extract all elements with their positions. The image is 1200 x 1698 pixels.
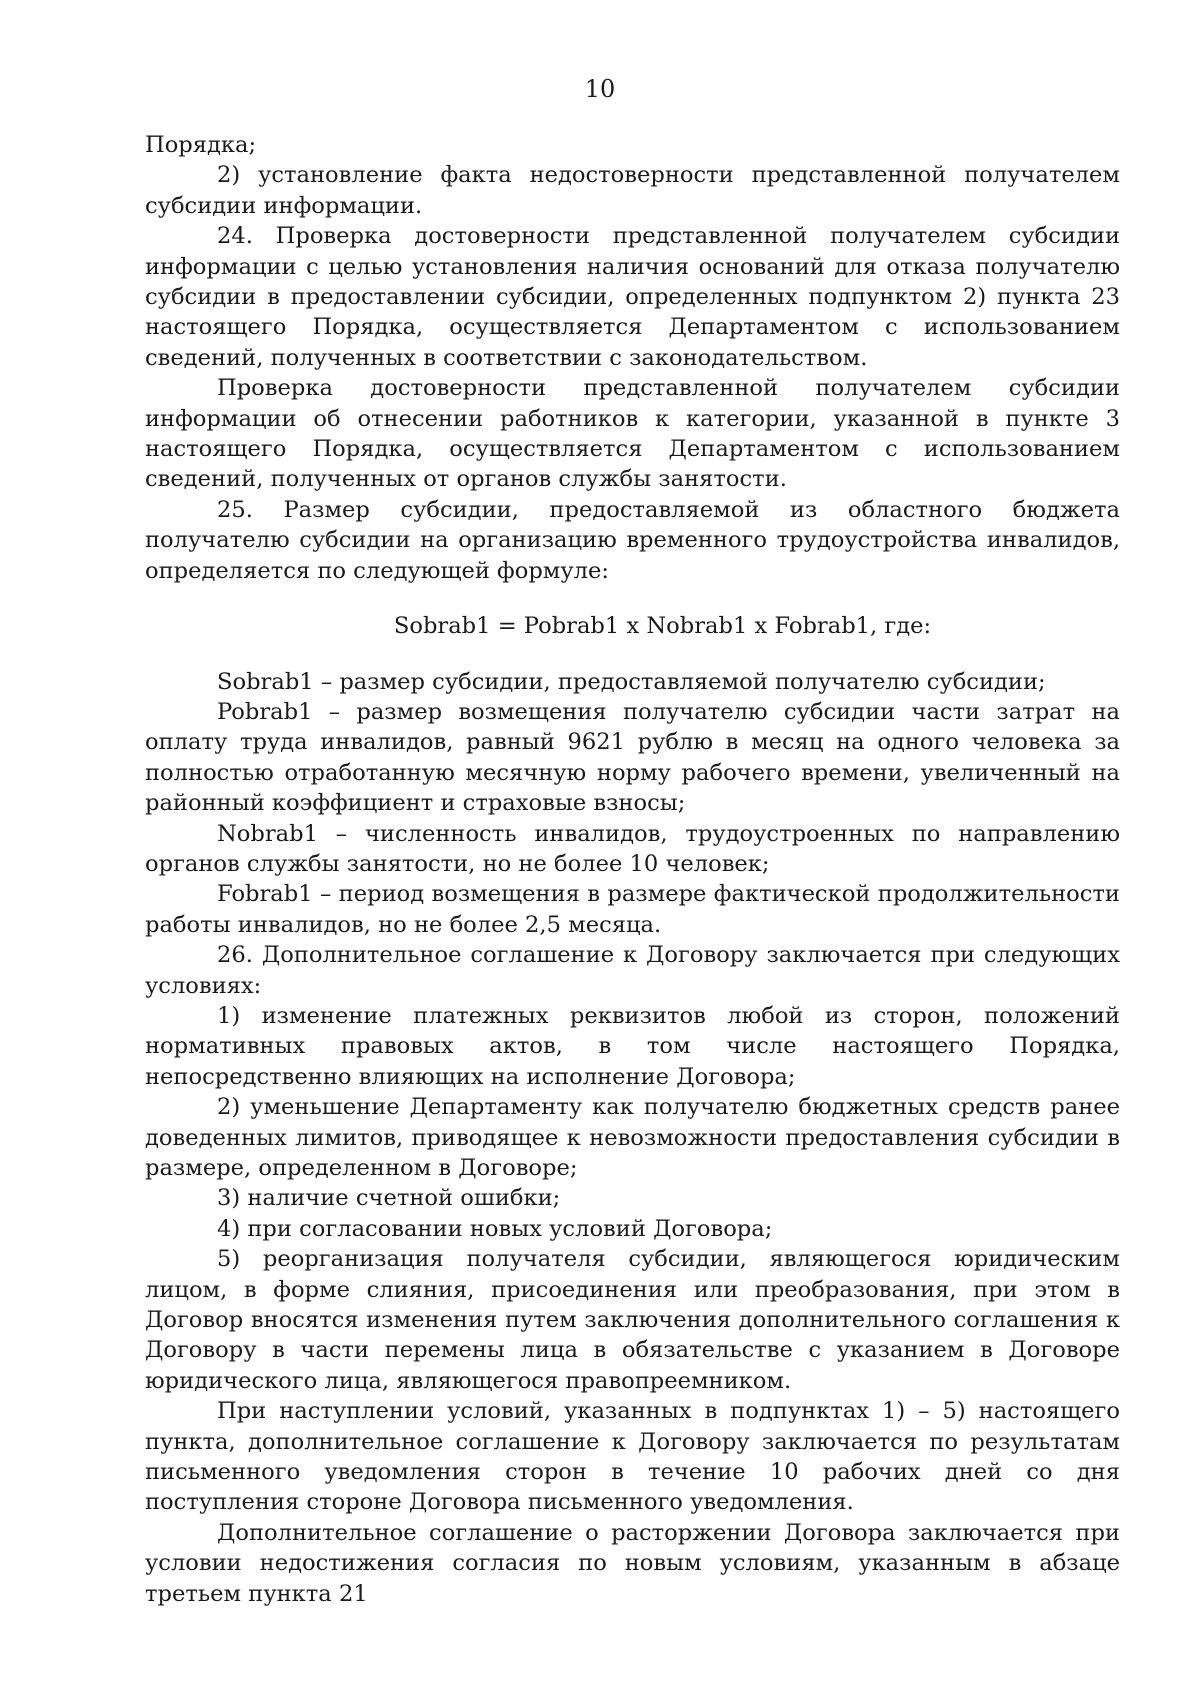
paragraph-item-26: 26. Дополнительное соглашение к Договору заключается при следующих условиях: bbox=[145, 942, 1120, 999]
document-body bbox=[145, 130, 1120, 1609]
paragraph-subitem-2: 2) установление факта недостоверности представленной получателем субсидии информации. bbox=[145, 162, 1120, 219]
paragraph-definition-fobrab1: Fobrab1 – период возмещения в размере фактической продолжительности работы инвалидов, но не более 2,5 месяца. bbox=[145, 881, 1120, 938]
paragraph-condition-4: 4) при согласовании новых условий Договора; bbox=[217, 1215, 773, 1242]
paragraph-condition-3: 3) наличие счетной ошибки; bbox=[217, 1185, 561, 1212]
paragraph-condition-5: 5) реорганизация получателя субсидии, являющегося юридическим лицом, в форме слияния, присоединения или преобразования, при этом в Договор вносятся изменения путем заключения дополнительного соглашения к Договору в части перемены лица в обязательстве с указанием в Договоре юридического лица, являющегося правопреемником. bbox=[145, 1246, 1120, 1394]
paragraph-definition-sobrab1: Sobrab1 – размер субсидии, предоставляемой получателю субсидии; bbox=[217, 668, 1046, 695]
paragraph-condition-2: 2) уменьшение Департаменту как получателю бюджетных средств ранее доведенных лимитов, приводящее к невозможности предоставления субсидии в размере, определенном в Договоре; bbox=[145, 1094, 1120, 1181]
paragraph-termination: Дополнительное соглашение о расторжении Договора заключается при условии недостижения согласия по новым условиям, указанным в абзаце третьем пункта 21 bbox=[145, 1519, 1120, 1607]
page-number: 10 bbox=[584, 75, 616, 103]
paragraph-notification: При наступлении условий, указанных в подпунктах 1) – 5) настоящего пункта, дополнительное соглашение к Договору заключается по результатам письменного уведомления сторон в течение 10 рабочих дней со дня поступления стороне Договора письменного уведомления. bbox=[145, 1398, 1120, 1516]
paragraph-definition-pobrab1: Pobrab1 – размер возмещения получателю субсидии части затрат на оплату труда инвалидов, равный 9621 рублю в месяц на одного человека за полностью отработанную месячную норму рабочего времени, увеличенный на районный коэффициент и страховые взносы; bbox=[145, 698, 1120, 817]
paragraph-item-25: 25. Размер субсидии, предоставляемой из областного бюджета получателю субсидии на организацию временного трудоустройства инвалидов, определяется по следующей формуле: bbox=[145, 496, 1120, 584]
paragraph-item-24-verification: Проверка достоверности представленной получателем субсидии информации об отнесении работников к категории, указанной в пункте 3 настоящего Порядка, осуществляется Департаментом с использованием сведений, полученных от органов службы занятости. bbox=[145, 375, 1120, 493]
paragraph-continuation: Порядка; bbox=[145, 132, 257, 158]
paragraph-condition-1: 1) изменение платежных реквизитов любой из сторон, положений нормативных правовых актов, в том числе настоящего Порядка, непосредственно влияющих на исполнение Договора; bbox=[145, 1002, 1120, 1090]
paragraph-definition-nobrab1: Nobrab1 – численность инвалидов, трудоустроенных по направлению органов службы занятости, но не более 10 человек; bbox=[145, 820, 1120, 877]
subsidy-formula: Sobrab1 = Pobrab1 x Nobrab1 x Fobrab1, где: bbox=[393, 613, 932, 640]
paragraph-item-24: 24. Проверка достоверности представленной получателем субсидии информации с целью установления наличия оснований для отказа получателю субсидии в предоставлении субсидии, определенных подпунктом 2) пункта 23 настоящего Порядка, осуществляется Департаментом с использованием сведений, полученных в соответствии с законодательством. bbox=[145, 223, 1120, 371]
